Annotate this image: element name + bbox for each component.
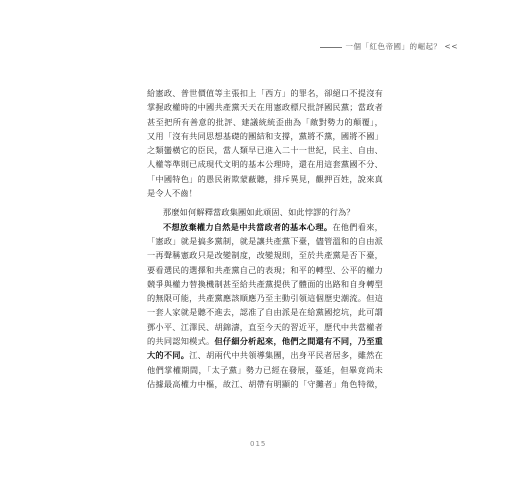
running-head bbox=[320, 41, 458, 52]
text-line: 的無限可能，共產黨應該順應乃至主動引領這個歷史潮流。但這 bbox=[147, 293, 383, 304]
header-rule bbox=[320, 47, 342, 48]
paragraph-1 bbox=[147, 86, 383, 200]
text-line: 佔據最高權力中樞，故江、胡帶有明顯的「守攤者」角色特徵， bbox=[147, 378, 383, 389]
text-line: 「中國特色」的愚民術欺蒙蔽聽，排斥異見，觀押百姓，說來真 bbox=[147, 173, 383, 184]
text-line: 鄧小平、江澤民、胡錦濤，直至今天的習近平，歷代中共當權者 bbox=[147, 321, 383, 332]
text-line: 要看選民的選擇和共產黨自己的表現；和平的轉型、公平的權力 bbox=[147, 264, 383, 275]
text-line: 大的不同。江、胡兩代中共領導集團，出身平民者居多，雖然在 bbox=[147, 350, 383, 361]
text-line: 給憲政、普世價值等主張扣上「西方」的罪名，卻絕口不提沒有 bbox=[147, 88, 383, 98]
text-line: 之類蠻橫它的臣民，當人類早已進入二十一世紀，民主、自由、 bbox=[147, 145, 383, 156]
paragraph-3 bbox=[147, 220, 383, 392]
body-text bbox=[147, 86, 383, 391]
text-line: 不想放棄權力自然是中共當政者的基本心理。在他們看來， bbox=[163, 221, 383, 232]
text-line: 競爭與權力替換機制甚至給共產黨提供了體面的出路和自身轉型 bbox=[147, 278, 383, 289]
running-head-text: 一個「紅色帝國」的崛起？ << bbox=[345, 42, 458, 51]
text-line: 他們掌權期間，「太子黨」勢力已經在發展，蔓延，但畢竟尚未 bbox=[147, 364, 383, 375]
text-line: 一套人家就是聽不進去，認准了自由派是在給黨國挖坑，此可謂 bbox=[147, 307, 383, 318]
text-line: 的共同認知模式。但仔細分析起來，他們之間還有不同，乃至重 bbox=[147, 336, 383, 347]
text-line: 「憲政」就是搞多黨制，就是讓共產黨下臺，儘管溫和的自由派 bbox=[147, 235, 383, 246]
text-line: 那麼如何解釋當政集團如此頑固、如此悖謬的行為？ bbox=[163, 207, 355, 218]
text-line: 人權等準則已成現代文明的基本公理時，還在用這套黨國不分、 bbox=[147, 159, 383, 170]
page-number: 015 bbox=[250, 440, 267, 448]
emphasis-text: 但仔細分析起來，他們之間還有不同，乃至重 bbox=[214, 336, 383, 347]
emphasis-text: 大的不同。 bbox=[147, 350, 190, 361]
text-line: 又用「沒有共同思想基礎的團結和支撐，黨將不黨，國將不國」 bbox=[147, 130, 383, 141]
paragraph-2 bbox=[147, 205, 383, 219]
text-line: 是令人不齒！ bbox=[147, 188, 198, 199]
emphasis-text: 不想放棄權力自然是中共當政者的基本心理。 bbox=[163, 221, 333, 232]
text-line: 甚至把所有善意的批評、建議統統歪曲為「敵對勢力的顛覆」， bbox=[147, 116, 383, 127]
text-line: 一再聲稱憲政只是改變制度，改變規則，至於共產黨是否下臺， bbox=[147, 250, 383, 261]
text-line: 掌握政權時的中國共產黨天天在用憲政標尺批評國民黨；當政者 bbox=[147, 102, 383, 113]
